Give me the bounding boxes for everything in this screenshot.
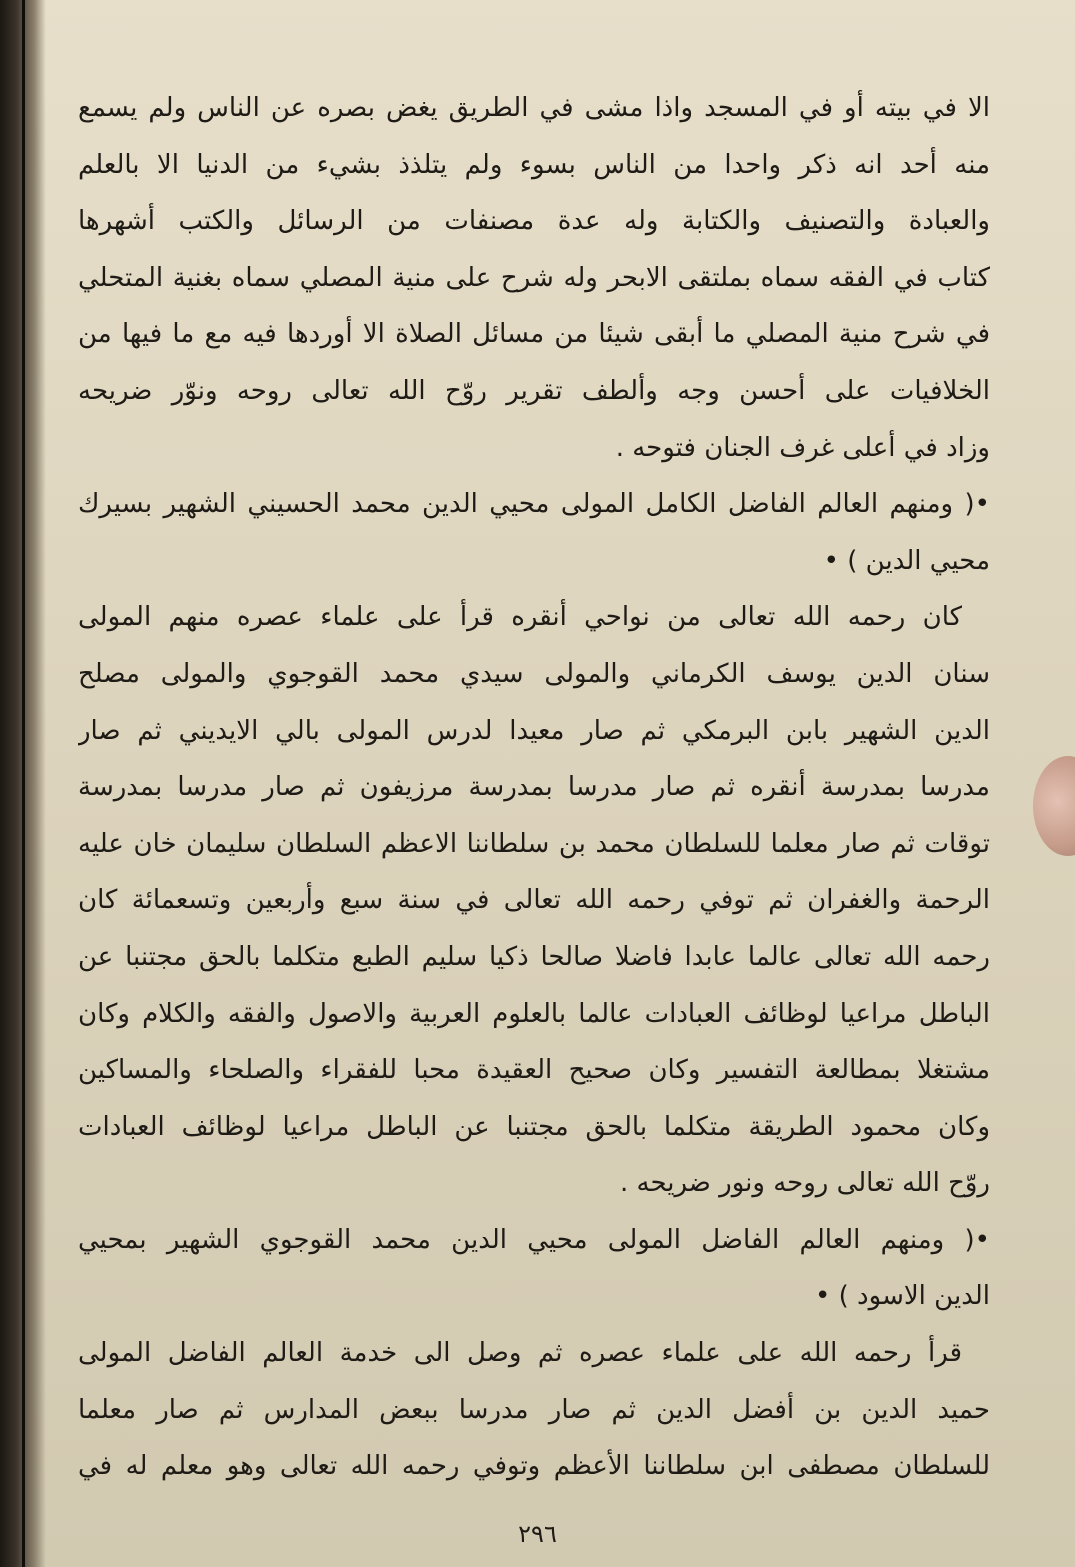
text-line: روّح الله تعالى روحه ونور ضريحه . bbox=[619, 1168, 990, 1199]
page-text-block bbox=[78, 80, 990, 1495]
text-line: الا في بيته أو في المسجد واذا مشى في الطريق يغض بصره عن الناس ولم يسمع bbox=[78, 93, 990, 123]
text-line: كان رحمه الله تعالى من نواحي أنقره قرأ على علماء عصره منهم المولى bbox=[78, 602, 962, 633]
text-line: الباطل مراعيا لوظائف العبادات عالما بالعلوم العربية والاصول والفقه والكلام وكان bbox=[78, 998, 990, 1029]
text-line: كتاب في الفقه سماه بملتقى الابحر وله شرح على منية المصلي سماه بغنية المتحلي bbox=[78, 262, 990, 293]
section-heading-line: محيي الدين ) • bbox=[823, 545, 990, 576]
text-line: وزاد في أعلى غرف الجنان فتوحه . bbox=[615, 432, 990, 463]
section-heading-line: •( ومنهم العالم الفاضل الكامل المولى محيي الدين محمد الحسيني الشهير بسيرك bbox=[78, 489, 990, 520]
text-line: للسلطان مصطفى ابن سلطاننا الأعظم وتوفي رحمه الله تعالى وهو معلم له في bbox=[78, 1451, 990, 1482]
text-line: الرحمة والغفران ثم توفي رحمه الله تعالى في سنة سبع وأربعين وتسعمائة كان bbox=[78, 885, 990, 916]
text-line: منه أحد انه ذكر واحدا من الناس بسوء ولم يتلذذ بشيء من الدنيا الا بالعلم bbox=[78, 149, 990, 180]
text-line: قرأ رحمه الله على علماء عصره ثم وصل الى خدمة العالم الفاضل المولى bbox=[78, 1338, 962, 1369]
text-line: مدرسا بمدرسة أنقره ثم صار مدرسا بمدرسة مرزيفون ثم صار مدرسا بمدرسة bbox=[78, 772, 990, 803]
page-number: ٢٩٦ bbox=[518, 1520, 557, 1548]
text-line: سنان الدين يوسف الكرماني والمولى سيدي محمد القوجوي والمولى مصلح bbox=[78, 658, 990, 689]
text-line: في شرح منية المصلي ما أبقى شيئا من مسائل الصلاة الا أوردها فيه مع ما فيها من bbox=[78, 319, 990, 350]
text-line: والعبادة والتصنيف والكتابة وله عدة مصنفات من الرسائل والكتب أشهرها bbox=[78, 206, 990, 237]
text-line: مشتغلا بمطالعة التفسير وكان صحيح العقيدة محبا للفقراء والصلحاء والمساكين bbox=[78, 1055, 990, 1086]
thumb-holding-page bbox=[1033, 756, 1075, 856]
text-line: حميد الدين بن أفضل الدين ثم صار مدرسا ببعض المدارس ثم صار معلما bbox=[78, 1394, 990, 1425]
text-line: الخلافيات على أحسن وجه وألطف تقرير روّح الله تعالى روحه ونوّر ضريحه bbox=[78, 375, 990, 406]
text-line: الدين الشهير بابن البرمكي ثم صار معيدا لدرس المولى بالي الايديني ثم صار bbox=[78, 715, 990, 746]
book-spine-edge bbox=[22, 0, 25, 1567]
text-line: توقات ثم صار معلما للسلطان محمد بن سلطاننا الاعظم السلطان سليمان خان عليه bbox=[78, 828, 990, 859]
section-heading-line: •( ومنهم العالم الفاضل المولى محيي الدين محمد القوجوي الشهير بمحيي bbox=[78, 1224, 990, 1255]
text-line: وكان محمود الطريقة متكلما بالحق مجتنبا عن الباطل مراعيا لوظائف العبادات bbox=[78, 1111, 990, 1142]
section-heading-line: الدين الاسود ) • bbox=[815, 1281, 990, 1312]
text-line: رحمه الله تعالى عالما عابدا فاضلا صالحا ذكيا سليم الطبع متكلما بالحق مجتنبا عن bbox=[78, 941, 990, 972]
